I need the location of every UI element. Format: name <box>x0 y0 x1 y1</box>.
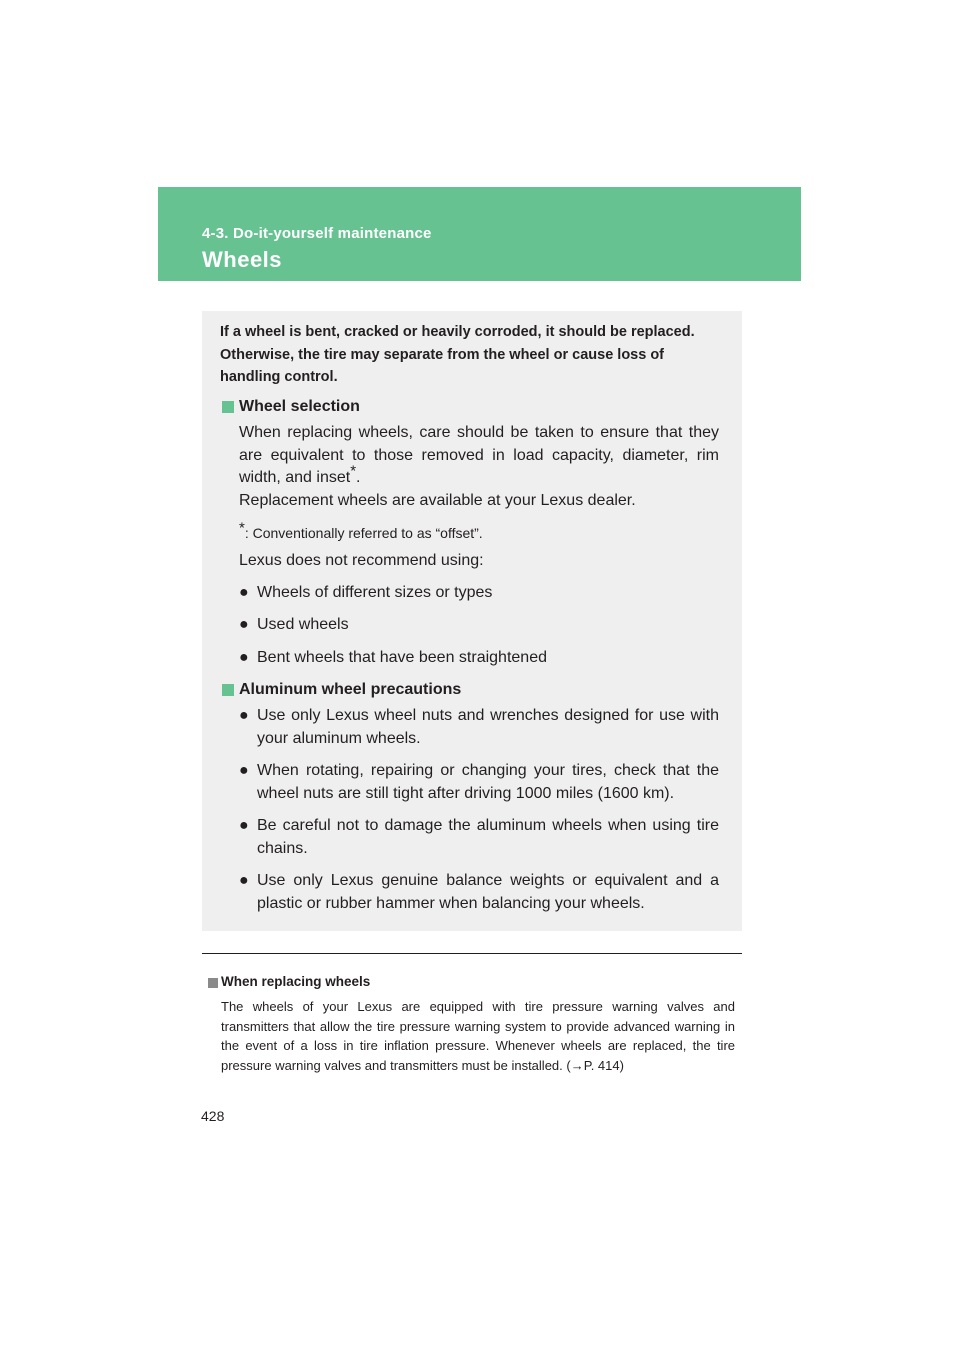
section-label: 4-3. Do-it-yourself maintenance <box>202 225 432 242</box>
list-item-text: Be careful not to damage the aluminum wheels when using tire chains. <box>257 817 719 857</box>
list-item <box>239 870 719 916</box>
page-number: 428 <box>201 1108 225 1124</box>
intro-text: If a wheel is bent, cracked or heavily corroded, it should be replaced. Otherwise, the tire may separate from the wheel or cause loss of handling control. <box>220 324 695 385</box>
list-item-text: Wheels of different sizes or types <box>257 584 493 601</box>
note-body: The wheels of your Lexus are equipped with tire pressure warning valves and transmitters that allow the tire pressure warning system to provide advanced warning in the event of a loss in tire inflation pressure. Whenever wheels are replaced, the tire pressure warning valves and transmitters must be installed. (→P. 414) <box>221 999 735 1073</box>
recommend-text: Lexus does not recommend using: <box>239 552 484 569</box>
content-panel <box>202 311 742 931</box>
bullet-icon: ● <box>239 616 249 633</box>
list-item <box>239 815 719 861</box>
bullet-icon: ● <box>239 649 249 666</box>
section-header <box>158 187 801 281</box>
footnote-mark: * <box>239 519 245 537</box>
list-item-text: When rotating, repairing or changing your tires, check that the wheel nuts are still tight after driving 1000 miles (1600 km). <box>257 762 719 802</box>
wheel-selection-body: When replacing wheels, care should be taken to ensure that they are equivalent to those removed in load capacity, diameter, rim width, and inset <box>239 424 719 486</box>
list-item-text: Used wheels <box>257 616 349 633</box>
list-item-text: Use only Lexus genuine balance weights or equivalent and a plastic or rubber hammer when balancing your wheels. <box>257 872 719 912</box>
list-item-text: Bent wheels that have been straightened <box>257 649 547 666</box>
list-item <box>239 705 719 751</box>
note-heading: When replacing wheels <box>221 974 371 989</box>
list-item <box>239 647 719 670</box>
list-item <box>239 760 719 806</box>
list-item <box>239 614 719 637</box>
wheel-selection-heading: Wheel selection <box>239 398 360 415</box>
footnote-reference: * <box>350 462 357 480</box>
aluminum-heading: Aluminum wheel precautions <box>239 681 462 698</box>
list-item <box>239 582 719 605</box>
bullet-icon: ● <box>239 817 249 834</box>
bullet-icon: ● <box>239 872 249 889</box>
square-bullet-icon <box>222 401 234 413</box>
bullet-icon: ● <box>239 762 249 779</box>
footnote-text: : Conventionally referred to as “offset”. <box>244 525 483 541</box>
bullet-icon: ● <box>239 584 249 601</box>
footnote <box>239 519 483 543</box>
list-item-text: Use only Lexus wheel nuts and wrenches designed for use with your aluminum wheels. <box>257 707 719 747</box>
divider <box>202 953 742 954</box>
square-bullet-icon <box>208 978 218 988</box>
page-title: Wheels <box>202 247 283 272</box>
square-bullet-icon <box>222 684 234 696</box>
dealer-text: Replacement wheels are available at your Lexus dealer. <box>239 492 636 509</box>
wheel-selection-period: . <box>356 469 361 486</box>
wheel-selection-text <box>239 422 719 490</box>
bullet-icon: ● <box>239 707 249 724</box>
